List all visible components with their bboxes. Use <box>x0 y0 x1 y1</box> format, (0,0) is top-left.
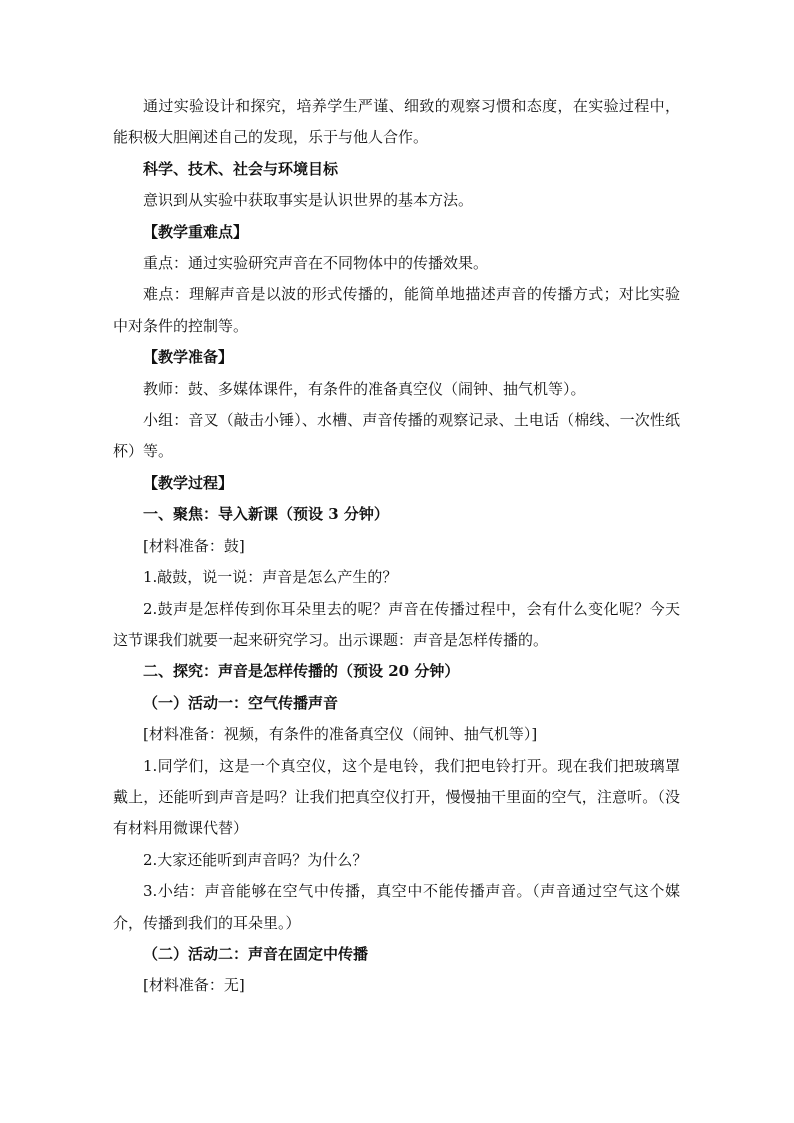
paragraph-materials-activity-2: [材料准备：无] <box>143 976 245 995</box>
heading-section-explore: 二、探究：声音是怎样传播的（预设 20 分钟） <box>143 662 460 681</box>
heading-teaching-process: 【教学过程】 <box>143 473 234 492</box>
heading-key-difficult-points: 【教学重难点】 <box>143 222 249 241</box>
heading-teaching-preparation: 【教学准备】 <box>143 348 234 367</box>
paragraph-activity-1-step-1: 1.同学们，这是一个真空仪，这个是电铃，我们把电铃打开。现在我们把玻璃罩戴上，还能听到声音是吗？让我们把真空仪打开，慢慢抽干里面的空气，注意听。（没有材料用微课代替） <box>113 756 680 838</box>
paragraph-sts-goal: 意识到从实验中获取事实是认识世界的基本方法。 <box>143 191 474 210</box>
document-body <box>113 91 680 1002</box>
paragraph-goal-attitude: 通过实验设计和探究，培养学生严谨、细致的观察习惯和态度，在实验过程中，能积极大胆阐述自己的发现，乐于与他人合作。 <box>113 97 680 147</box>
paragraph-activity-1-summary: 3.小结：声音能够在空气中传播，真空中不能传播声音。（声音通过空气这个媒介，传播到我们的耳朵里。） <box>113 882 680 932</box>
paragraph-materials-drum: [材料准备：鼓] <box>143 536 245 555</box>
heading-section-focus: 一、聚焦：导入新课（预设 3 分钟） <box>143 505 389 524</box>
paragraph-materials-activity-1: [材料准备：视频，有条件的准备真空仪（闹钟、抽气机等）] <box>143 725 538 744</box>
heading-sts-goal: 科学、技术、社会与环境目标 <box>143 159 339 178</box>
paragraph-teacher-materials: 教师：鼓、多媒体课件，有条件的准备真空仪（闹钟、抽气机等）。 <box>143 379 586 398</box>
paragraph-key-point: 重点：通过实验研究声音在不同物体中的传播效果。 <box>143 254 489 273</box>
paragraph-group-materials: 小组：音叉（敲击小锤）、水槽、声音传播的观察记录、土电话（棉线、一次性纸杯）等。 <box>113 411 680 461</box>
paragraph-step-2: 2.鼓声是怎样传到你耳朵里去的呢？声音在传播过程中，会有什么变化呢？今天这节课我们就要一起来研究学习。出示课题：声音是怎样传播的。 <box>113 599 680 649</box>
paragraph-step-1: 1.敲鼓，说一说：声音是怎么产生的？ <box>143 568 398 587</box>
heading-activity-1: （一）活动一：空气传播声音 <box>143 693 339 712</box>
paragraph-activity-1-step-2: 2.大家还能听到声音吗？为什么？ <box>143 850 368 869</box>
heading-activity-2: （二）活动二：声音在固定中传播 <box>143 944 369 963</box>
paragraph-difficult-point: 难点：理解声音是以波的形式传播的，能简单地描述声音的传播方式；对比实验中对条件的控制等。 <box>113 285 680 335</box>
